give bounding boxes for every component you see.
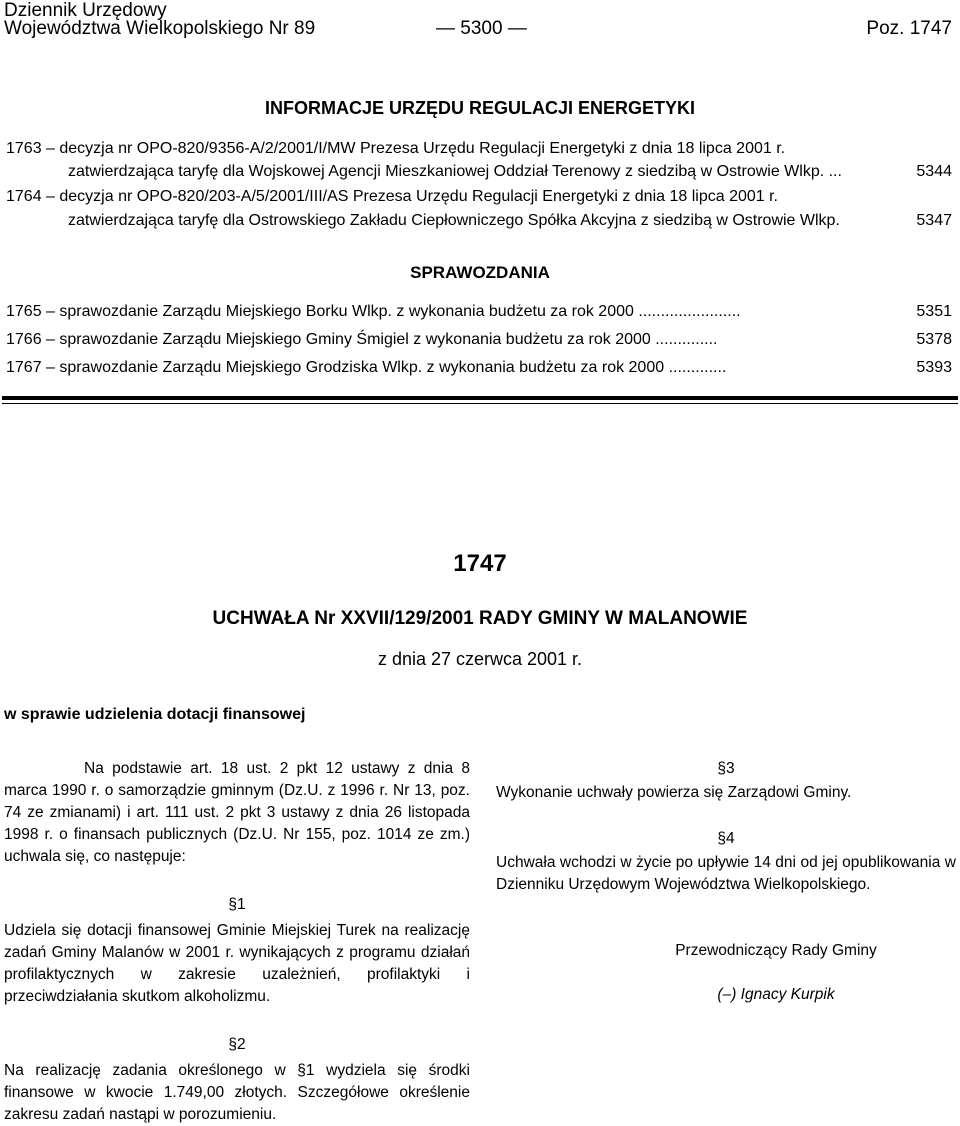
section-3-title: §3: [717, 760, 735, 777]
toc-entry-1767: 1767 – sprawozdanie Zarządu Miejskiego Grodziska Wlkp. z wykonania budżetu za rok 2000 .............: [6, 359, 727, 376]
left-column: [4, 758, 470, 1126]
toc-entry-1763-page: 5344: [916, 163, 952, 180]
signatory-name: (–) Ignacy Kurpik: [717, 986, 835, 1003]
section-2-text: Na realizację zadania określonego w §1 wydziela się środki finansowe w kwocie 1.749,00 złotych. Szczegółowe określenie zakresu zadań nastąpi w porozumieniu.: [4, 1062, 470, 1123]
toc-entry-1764-line2: zatwierdzająca taryfę dla Ostrowskiego Zakładu Ciepłowniczego Spółka Akcyjna z siedzibą w Ostrowie Wlkp.: [68, 212, 840, 229]
act-date: z dnia 27 czerwca 2001 r.: [377, 649, 583, 669]
toc-entry-1767-page: 5393: [916, 359, 952, 376]
toc-entry-1763-line1: 1763 – decyzja nr OPO-820/9356-A/2/2001/I/MW Prezesa Urzędu Regulacji Energetyki z dnia 18 lipca 2001 r.: [6, 140, 786, 157]
toc-section-title-reports: SPRAWOZDANIA: [410, 263, 550, 282]
preamble: Na podstawie art. 18 ust. 2 pkt 12 ustawy z dnia 8 marca 1990 r. o samorządzie gminnym (Dz.U. z 1996 r. Nr 13, poz. 74 ze zmianami) i art. 111 ust. 2 pkt 3 ustawy z dnia 26 listopada 1998 r. o finansach publicznych (Dz.U. Nr 155, poz. 1014 ze zm.) uchwala się, co następuje:: [4, 760, 470, 865]
section-4-title: §4: [717, 830, 735, 847]
act-subject: w sprawie udzielenia dotacji finansowej: [4, 706, 306, 723]
toc-entry-1764-page: 5347: [916, 212, 952, 229]
toc-entry-1765-page: 5351: [916, 303, 952, 320]
toc-entry-1765: 1765 – sprawozdanie Zarządu Miejskiego Borku Wlkp. z wykonania budżetu za rok 2000 .......................: [6, 303, 741, 320]
act-number: 1747: [453, 550, 507, 577]
page-number: — 5300 —: [436, 18, 527, 39]
right-column: [496, 758, 956, 1006]
divider-thin: [2, 403, 958, 404]
journal-name-line2: Województwa Wielkopolskiego Nr 89: [4, 18, 316, 39]
toc-entry-1764-line1: 1764 – decyzja nr OPO-820/203-A/5/2001/III/AS Prezesa Urzędu Regulacji Energetyki z dnia 18 lipca 2001 r.: [6, 188, 778, 205]
divider-thick: [2, 396, 958, 400]
signatory-role: Przewodniczący Rady Gminy: [675, 942, 877, 959]
section-2-title: §2: [228, 1036, 246, 1053]
section-1-title: §1: [228, 896, 246, 913]
position-number: Poz. 1747: [866, 18, 952, 39]
section-4-text: Uchwała wchodzi w życie po upływie 14 dni od jej opublikowania w Dzienniku Urzędowym Województwa Wielkopolskiego.: [496, 854, 956, 893]
section-3-text: Wykonanie uchwały powierza się Zarządowi Gminy.: [496, 784, 852, 801]
toc-section-title-ure: INFORMACJE URZĘDU REGULACJI ENERGETYKI: [264, 98, 696, 118]
toc-entry-1766: 1766 – sprawozdanie Zarządu Miejskiego Gminy Śmigiel z wykonania budżetu za rok 2000 ..............: [6, 331, 718, 348]
act-title: UCHWAŁA Nr XXVII/129/2001 RADY GMINY W MALANOWIE: [212, 608, 748, 629]
section-1-text: Udziela się dotacji finansowej Gminie Miejskiej Turek na realizację zadań Gminy Malanów w 2001 r. wynikających z programu działań profilaktycznych w zakresie uzależnień, profilaktyki i przeciwdziałania skutkom alkoholizmu.: [4, 922, 470, 1005]
toc-entry-1766-page: 5378: [916, 331, 952, 348]
journal-name-line1: Dziennik Urzędowy: [4, 0, 167, 21]
toc-entry-1763-line2: zatwierdzająca taryfę dla Wojskowej Agencji Mieszkaniowej Oddział Terenowy z siedzibą w Ostrowie Wlkp. ...: [68, 163, 842, 180]
